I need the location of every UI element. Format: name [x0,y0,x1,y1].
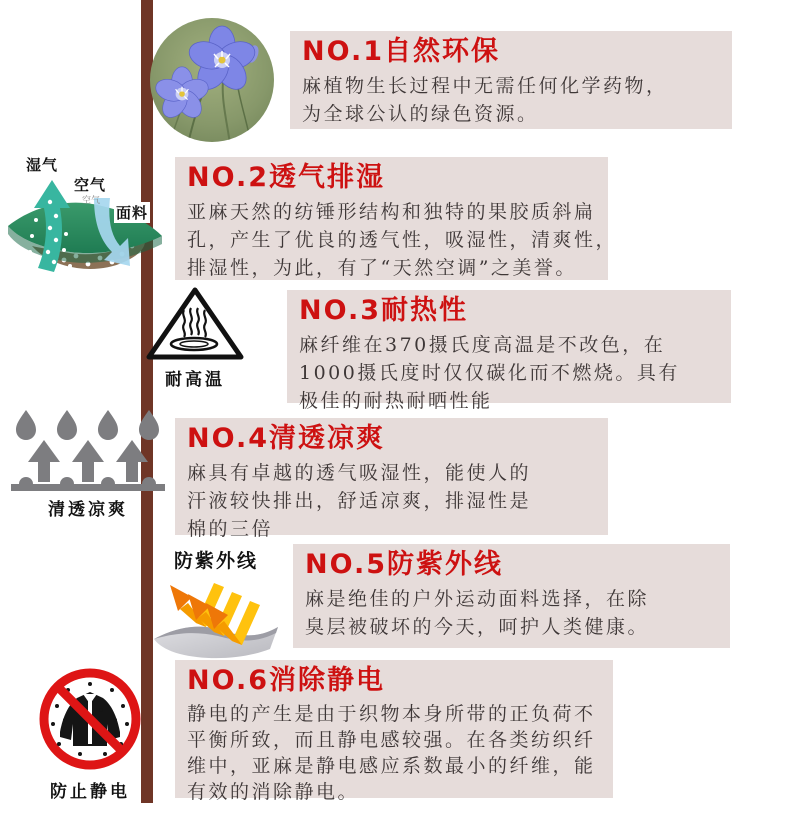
anti-static-label: 防止静电 [50,782,130,802]
section-body-line: 维中，亚麻是静电感应系数最小的纤维，能 [187,755,596,777]
section-body-line: 为全球公认的绿色资源。 [302,103,539,125]
benefit-panel-6 [175,660,613,803]
section-title: NO.3耐热性 [299,295,468,326]
section-body-line: 汗液较快排出，舒适凉爽，排湿性是 [187,490,532,512]
breathability-diagram [6,146,166,294]
cool-dry-label: 清透凉爽 [48,500,128,520]
benefit-panel-2 [175,157,618,280]
section-body-line: 孔，产生了优良的透气性，吸湿性，清爽性， [187,229,618,251]
section-title: NO.2透气排湿 [187,162,385,193]
air-label: 空气 [74,176,107,194]
fabric-label: 面料 [116,204,149,222]
section-body-line: 臭层被破坏的今天，呵护人类健康。 [305,616,650,638]
section-body-line: 平衡所致，而且静电感较强。在各类纺织纤 [187,729,596,751]
flax-flower-icon [148,16,276,144]
anti-static-block [34,664,146,802]
heat-resistant-label: 耐高温 [165,370,225,390]
section-body-line: 棉的三倍 [187,518,274,540]
cool-dry-block [8,406,168,520]
uv-protection-block [148,546,284,661]
heat-warning-icon [144,286,246,362]
section-body-line: 亚麻天然的纺锤形结构和独特的果胶质斜扁 [187,201,596,223]
section-body-line: 1000摄氏度时仅仅碳化而不燃烧。具有 [299,362,680,384]
section-body-line: 麻纤维在370摄氏度高温是不改色，在 [299,334,666,356]
benefit-panel-5 [293,544,730,648]
no-static-icon [35,664,145,774]
section-body-line: 排湿性，为此，有了“天然空调”之美誉。 [187,257,577,279]
moisture-label: 湿气 [26,156,59,174]
air-sub-label: 空气 [82,196,101,206]
section-body-line: 静电的产生是由于织物本身所带的正负荷不 [187,703,596,725]
section-body-line: 麻具有卓越的透气吸湿性，能使人的 [187,462,532,484]
heat-resistant-block [144,286,246,390]
section-title: NO.4清透凉爽 [187,423,385,454]
benefit-panel-3 [287,290,731,412]
flax-flower-image [148,16,276,144]
section-body-line: 极佳的耐热耐晒性能 [299,390,493,412]
section-title: NO.5防紫外线 [305,549,503,580]
evaporation-icon [9,406,167,492]
benefit-panel-1 [290,31,732,129]
section-title: NO.6消除静电 [187,665,385,696]
section-body-line: 有效的消除静电。 [187,781,360,803]
section-body-line: 麻植物生长过程中无需任何化学药物， [302,75,668,97]
benefit-panel-4 [175,418,608,540]
section-title: NO.1自然环保 [302,36,500,67]
uv-protection-label: 防紫外线 [173,550,258,572]
uv-reflect-icon [150,577,282,661]
section-body-line: 麻是绝佳的户外运动面料选择，在除 [305,588,650,610]
